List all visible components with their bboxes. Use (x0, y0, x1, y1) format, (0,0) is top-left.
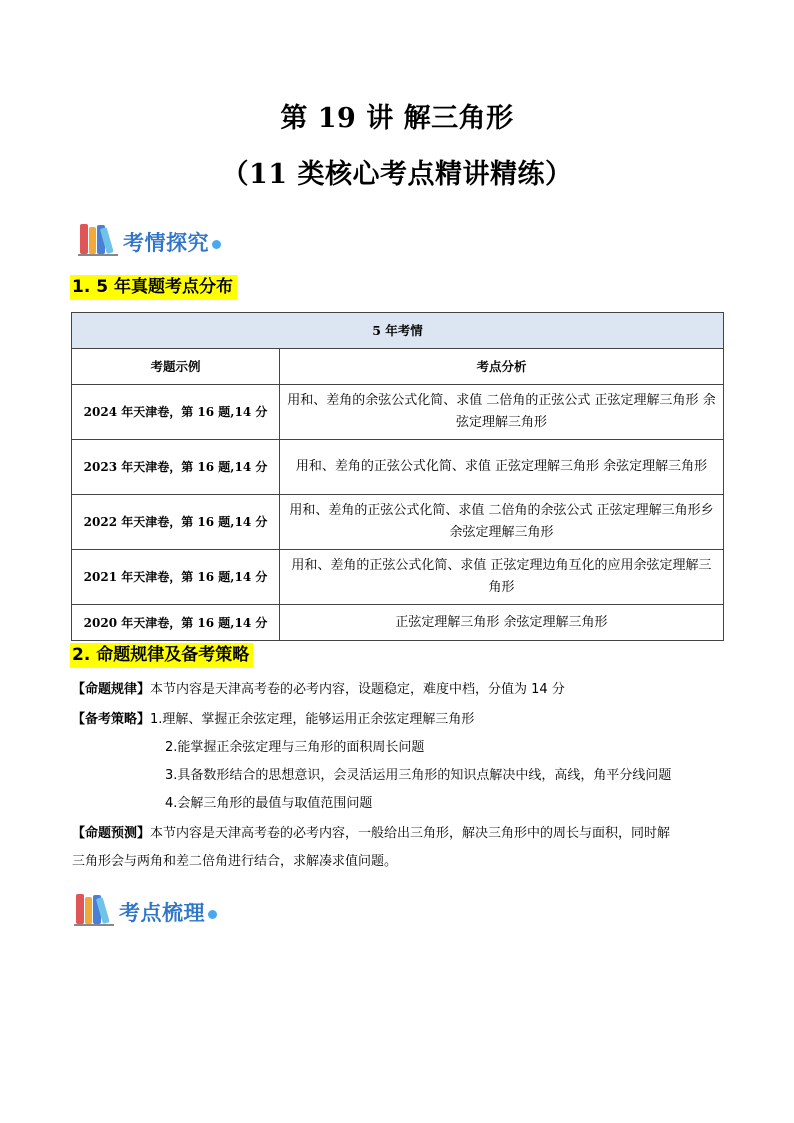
forecast-text-line2: 三角形会与两角和差二倍角进行结合，求解凑求值问题。 (72, 854, 398, 869)
strategy-item: 2.能掌握正余弦定理与三角形的面积周长问题 (165, 740, 425, 755)
column-header-exam: 考题示例 (72, 349, 280, 385)
strategy-label: 【备考策略】 (72, 712, 151, 727)
dot-icon (212, 240, 221, 249)
exam-cell: 2021 年天津卷，第 16 题,14 分 (72, 550, 280, 605)
strategy-paragraph (72, 706, 474, 734)
rules-text: 本节内容是天津高考卷的必考内容，设题稳定，难度中档，分值为 14 分 (150, 682, 565, 697)
exam-cell: 2024 年天津卷，第 16 题,14 分 (72, 385, 280, 440)
review-banner (74, 892, 217, 926)
section-heading-distribution: 1. 5 年真题考点分布 (70, 275, 237, 300)
analysis-cell: 用和、差角的余弦公式化简、求值 二倍角的正弦公式 正弦定理解三角形 余弦定理解三角形 (280, 385, 724, 440)
analysis-cell: 用和、差角的正弦公式化简、求值 正弦定理解三角形 余弦定理解三角形 (280, 440, 724, 495)
exploration-banner-label: 考情探究 (123, 231, 209, 255)
review-banner-label: 考点梳理 (119, 901, 205, 925)
exam-cell: 2022 年天津卷，第 16 题,14 分 (72, 495, 280, 550)
column-header-analysis: 考点分析 (280, 349, 724, 385)
rules-label: 【命题规律】 (72, 682, 151, 697)
analysis-cell: 正弦定理解三角形 余弦定理解三角形 (280, 605, 724, 641)
exploration-banner (78, 222, 221, 256)
books-icon (78, 224, 122, 256)
page-title: 第 19 讲 解三角形 (280, 103, 514, 134)
exam-distribution-table (71, 312, 724, 641)
table-row (72, 605, 724, 641)
table-row (72, 440, 724, 495)
exam-cell: 2020 年天津卷，第 16 题,14 分 (72, 605, 280, 641)
exam-cell: 2023 年天津卷，第 16 题,14 分 (72, 440, 280, 495)
strategy-item: 3.具备数形结合的思想意识，会灵活运用三角形的知识点解决中线，高线，角平分线问题 (165, 768, 672, 783)
table-caption: 5 年考情 (72, 313, 724, 349)
forecast-label: 【命题预测】 (72, 826, 151, 841)
forecast-text-line1: 本节内容是天津高考卷的必考内容，一般给出三角形，解决三角形中的周长与面积，同时解 (150, 826, 671, 841)
table-row (72, 495, 724, 550)
forecast-paragraph (72, 820, 670, 848)
table-row (72, 385, 724, 440)
strategy-item: 4.会解三角形的最值与取值范围问题 (165, 796, 373, 811)
rules-paragraph (72, 676, 565, 704)
analysis-cell: 用和、差角的正弦公式化简、求值 正弦定理边角互化的应用余弦定理解三角形 (280, 550, 724, 605)
books-icon (74, 894, 118, 926)
strategy-item: 1.理解、掌握正余弦定理，能够运用正余弦定理解三角形 (150, 712, 475, 727)
table-row (72, 550, 724, 605)
analysis-cell: 用和、差角的正弦公式化简、求值 二倍角的余弦公式 正弦定理解三角形乡余弦定理解三角形 (280, 495, 724, 550)
section-heading-strategy: 2. 命题规律及备考策略 (70, 643, 253, 668)
page-subtitle: （11 类核心考点精讲精练） (221, 159, 573, 190)
dot-icon (208, 910, 217, 919)
